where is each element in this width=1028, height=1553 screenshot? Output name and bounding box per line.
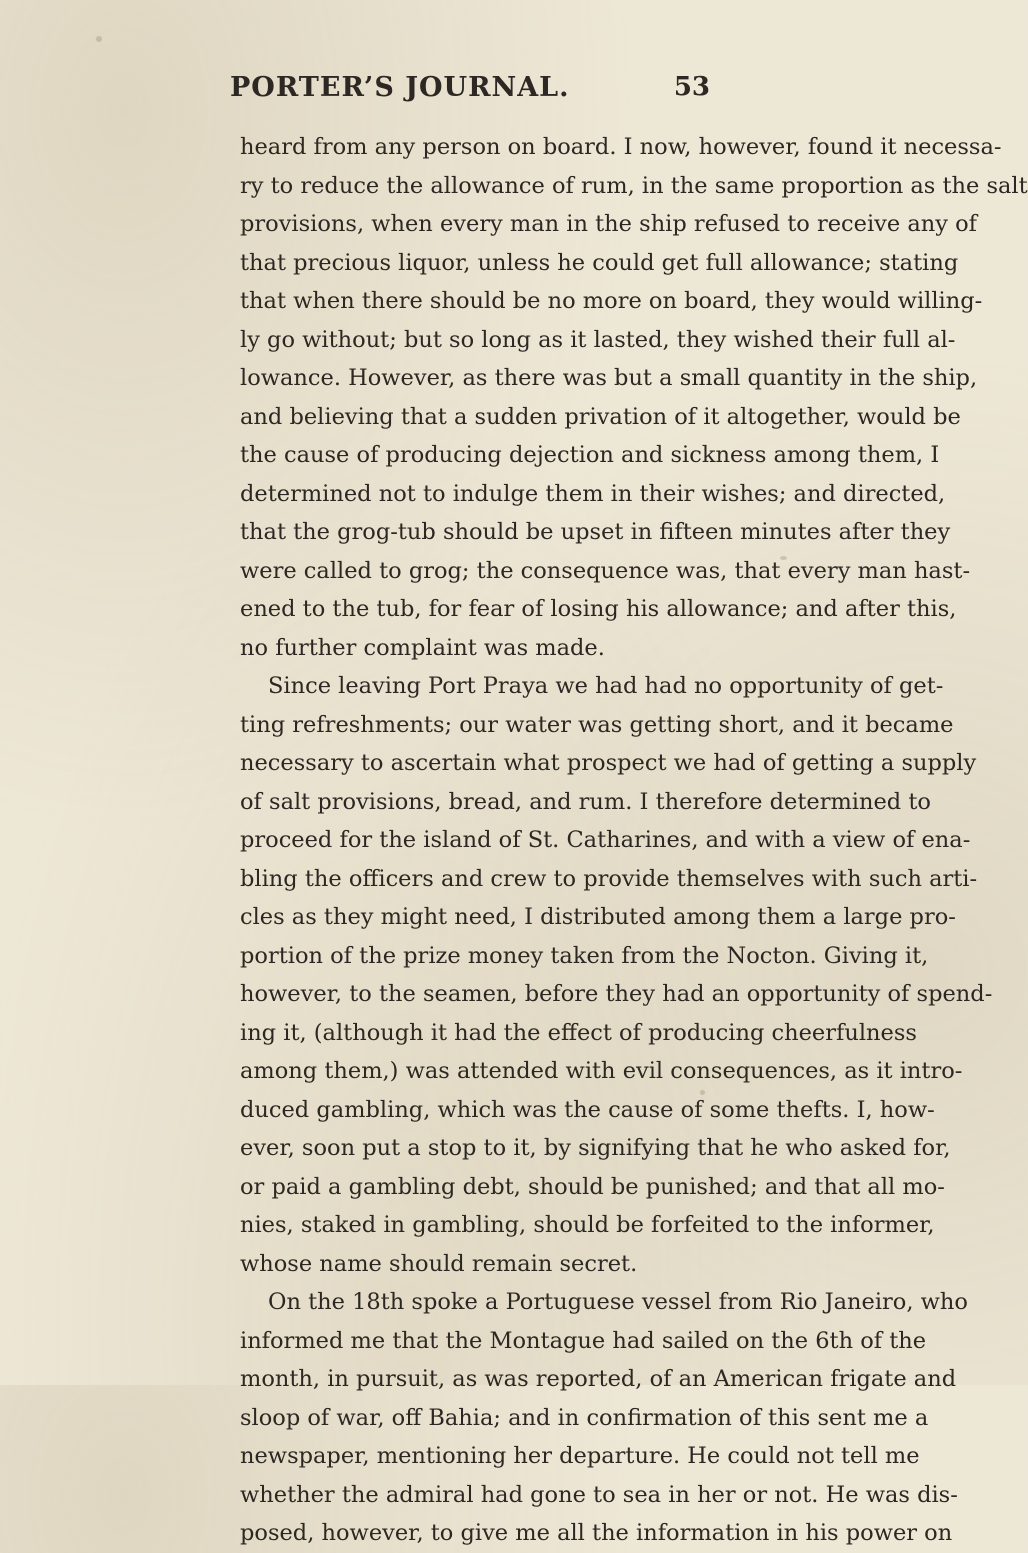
text-line: heard from any person on board. I now, however, found it necessa- <box>240 134 1002 160</box>
text-line: determined not to indulge them in their wishes; and directed, <box>240 480 946 507</box>
text-line: that precious liquor, unless he could get full allowance; stating <box>240 249 959 276</box>
text-line: that when there should be no more on board, they would willing- <box>240 288 983 314</box>
text-line: however, to the seamen, before they had an opportunity of spend- <box>240 981 993 1007</box>
running-head <box>230 72 710 112</box>
text-line: were called to grog; the consequence was, that every man hast- <box>240 557 971 584</box>
text-line: month, in pursuit, as was reported, of an American frigate and <box>240 1366 957 1392</box>
text-line: ing it, (although it had the effect of producing cheerfulness <box>240 1019 917 1046</box>
page-number: 53 <box>673 72 710 102</box>
running-title: PORTER’S JOURNAL. <box>230 72 570 103</box>
text-line: sloop of war, off Bahia; and in confirmation of this sent me a <box>240 1404 929 1431</box>
paragraph-end-line: no further complaint was made. <box>240 634 605 661</box>
body-text <box>240 128 1028 1553</box>
paper-stain <box>96 36 102 42</box>
paragraph-start-line: Since leaving Port Praya we had had no opportunity of get- <box>268 673 944 699</box>
text-line: ry to reduce the allowance of rum, in the same proportion as the salt <box>240 172 1028 199</box>
text-line: ever, soon put a stop to it, by signifying that he who asked for, <box>240 1135 951 1161</box>
paragraph-end-line: whose name should remain secret. <box>240 1250 638 1277</box>
text-line: portion of the prize money taken from the Nocton. Giving it, <box>240 942 929 969</box>
text-line: or paid a gambling debt, should be punished; and that all mo- <box>240 1173 945 1200</box>
text-line: provisions, when every man in the ship refused to receive any of <box>240 211 977 237</box>
text-line: the cause of producing dejection and sickness among them, I <box>240 442 940 468</box>
text-line: posed, however, to give me all the information in his power on <box>240 1520 953 1546</box>
text-line: informed me that the Montague had sailed on the 6th of the <box>240 1327 927 1354</box>
text-line: whether the admiral had gone to sea in her or not. He was dis- <box>240 1481 958 1508</box>
text-line: cles as they might need, I distributed among them a large pro- <box>240 904 956 930</box>
text-line: proceed for the island of St. Catharines, and with a view of ena- <box>240 827 971 853</box>
paragraph-start-line: On the 18th spoke a Portuguese vessel from Rio Janeiro, who <box>268 1289 968 1315</box>
text-line: ting refreshments; our water was getting short, and it became <box>240 711 954 738</box>
text-line: bling the officers and crew to provide themselves with such arti- <box>240 865 978 892</box>
text-line: necessary to ascertain what prospect we had of getting a supply <box>240 750 977 776</box>
text-line: duced gambling, which was the cause of some thefts. I, how- <box>240 1096 935 1123</box>
text-line: and believing that a sudden privation of it altogether, would be <box>240 403 961 430</box>
text-line: that the grog-tub should be upset in fifteen minutes after they <box>240 519 951 545</box>
text-line: among them,) was attended with evil consequences, as it intro- <box>240 1058 963 1084</box>
text-line: nies, staked in gambling, should be forfeited to the informer, <box>240 1212 935 1238</box>
text-line: newspaper, mentioning her departure. He could not tell me <box>240 1443 920 1469</box>
text-line: lowance. However, as there was but a small quantity in the ship, <box>240 365 978 391</box>
text-line: of salt provisions, bread, and rum. I therefore determined to <box>240 788 931 815</box>
text-line: ened to the tub, for fear of losing his allowance; and after this, <box>240 596 957 622</box>
text-line: ly go without; but so long as it lasted, they wished their full al- <box>240 326 956 353</box>
